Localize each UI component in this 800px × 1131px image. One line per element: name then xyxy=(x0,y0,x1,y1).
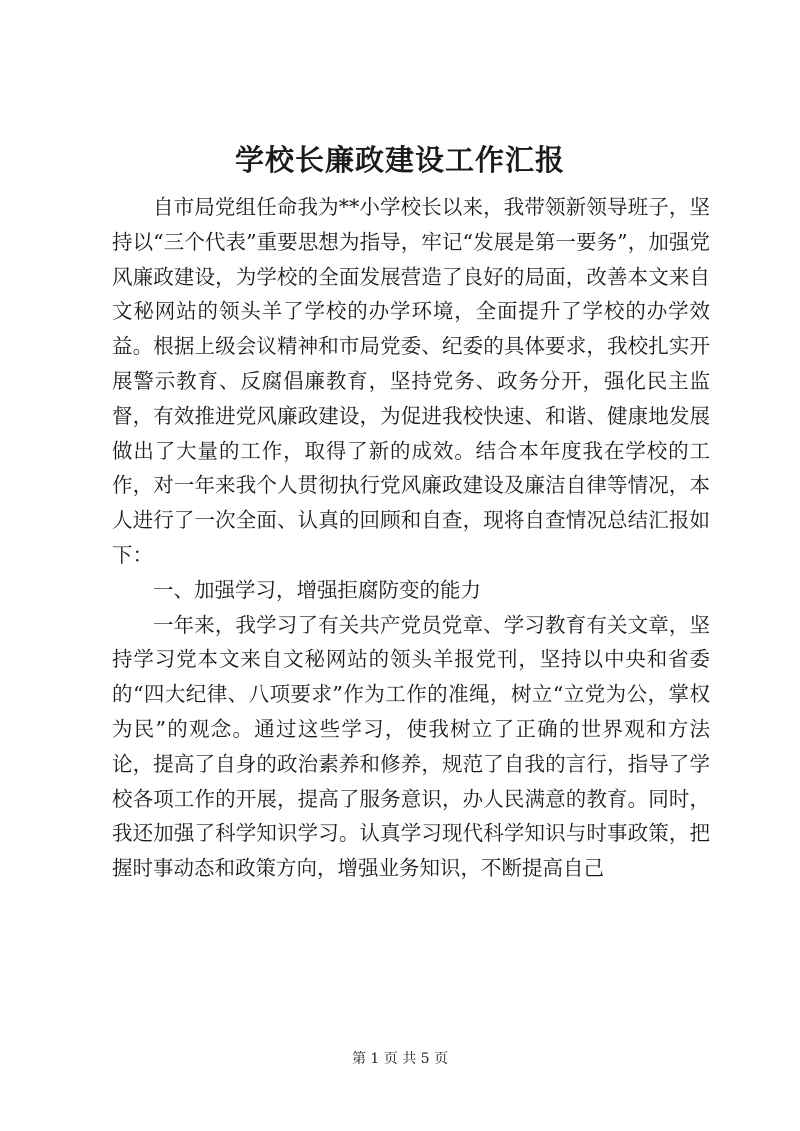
paragraph-intro: 自市局党组任命我为**小学校长以来，我带领新领导班子，坚持以“三个代表”重要思想为指导，牢记“发展是第一要务”，加强党风廉政建设，为学校的全面发展营造了良好的局面，改善本文来自文秘网站的领头羊了学校的办学环境，全面提升了学校的办学效益。根据上级会议精神和市局党委、纪委的具体要求，我校扎实开展警示教育、反腐倡廉教育，坚持党务、政务分开，强化民主监督，有效推进党风廉政建设，为促进我校快速、和谐、健康地发展做出了大量的工作，取得了新的成效。结合本年度我在学校的工作，对一年来我个人贯彻执行党风廉政建设及廉洁自律等情况，本人进行了一次全面、认真的回顾和自查，现将自查情况总结汇报如下： xyxy=(112,195,710,567)
document-body xyxy=(112,190,710,886)
paragraph-study: 一年来，我学习了有关共产党员党章、学习教育有关文章，坚持学习党本文来自文秘网站的领头羊报党刊，坚持以中央和省委的“四大纪律、八项要求”作为工作的准绳，树立“立党为公，掌权为民”的观念。通过这些学习，使我树立了正确的世界观和方法论，提高了自身的政治素养和修养，规范了自我的言行，指导了学校各项工作的开展，提高了服务意识，办人民满意的教育。同时，我还加强了科学知识学习。认真学习现代科学知识与时事政策，把握时事动态和政策方向，增强业务知识，不断提高自己 xyxy=(112,612,710,881)
page-number: 第 1 页 共 5 页 xyxy=(351,1051,449,1067)
document-title: 学校长廉政建设工作汇报 xyxy=(234,143,565,177)
section-heading-1: 一、加强学习，增强拒腐防变的能力 xyxy=(153,577,481,602)
